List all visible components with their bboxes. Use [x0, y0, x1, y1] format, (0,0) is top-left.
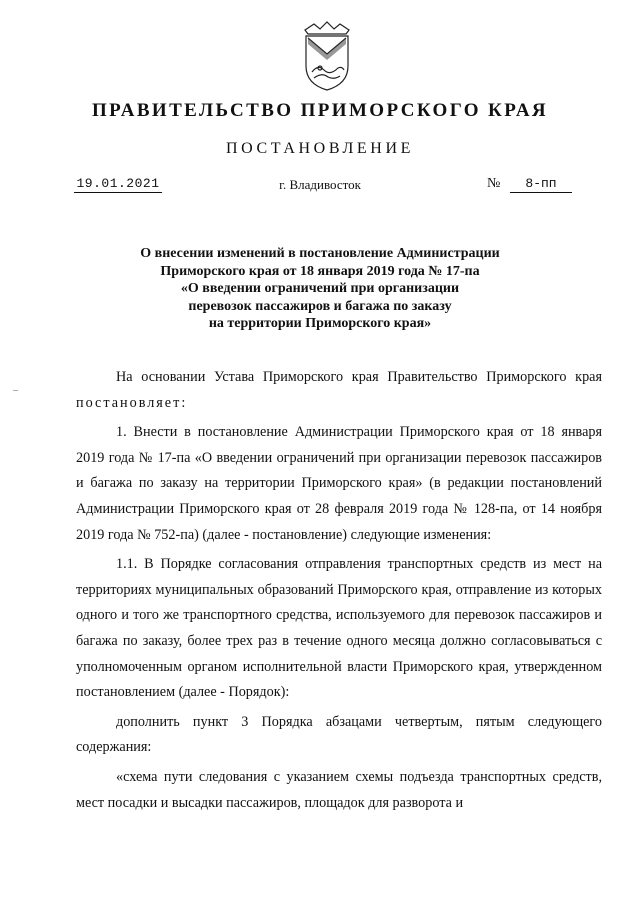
document-city: г. Владивосток: [279, 177, 361, 192]
paragraph-amend: дополнить пункт 3 Порядка абзацами четвертым, пятым следующего содержания:: [76, 713, 602, 756]
document-type-heading: ПОСТАНОВЛЕНИЕ: [226, 140, 414, 157]
decree-word: постановляет: [76, 394, 182, 411]
document-date: 19.01.2021: [74, 176, 162, 193]
paragraph-1-1: 1.1. В Порядке согласования отправления транспортных средств из мест на территориях муниципальных образований Приморского края, отправление из которых одного и того же транспортного средства, используемого для перевозок пассажиров и багажа по заказу, более трех раз в течение одного месяца должно согласовываться с уполномоченным органом исполнительной власти Приморского края, утвержденном постановлением (далее - Порядок):: [76, 556, 602, 701]
document-number: 8-пп: [510, 176, 572, 193]
paragraph-1: 1. Внести в постановление Администрации Приморского края от 18 января 2019 года № 17-па «О введении ограничений при организации перевозок пассажиров и багажа по заказу на территории Приморского края» (в редакции постановлений Администрации Приморского края от 28 февраля 2019 года № 128-па, от 14 ноября 2019 года № 752-па) (далее - постановление) следующие изменения:: [76, 424, 602, 543]
document-title-line: на территории Приморского края»: [208, 316, 432, 331]
document-body: [76, 365, 602, 816]
basis-text: На основании Устава Приморского края Правительство Приморского края: [116, 369, 602, 385]
document-title-line: О внесении изменений в постановление Администрации: [140, 246, 500, 261]
paragraph-quote: «схема пути следования с указанием схемы подъезда транспортных средств, мест посадки и высадки пассажиров, площадок для разворота и: [76, 768, 602, 811]
document-title: [100, 245, 540, 333]
paragraph-basis: [76, 365, 602, 416]
margin-mark: –: [13, 385, 18, 396]
coat-of-arms-icon: [298, 20, 356, 92]
document-title-line: «О введении ограничений при организации: [180, 281, 460, 296]
document-title-line: перевозок пассажиров и багажа по заказу: [188, 298, 452, 314]
document-number-label: №: [487, 176, 501, 191]
basis-colon: :: [181, 394, 186, 411]
document-title-line: Приморского края от 18 января 2019 года № 17-па: [160, 263, 480, 279]
organization-heading: ПРАВИТЕЛЬСТВО ПРИМОРСКОГО КРАЯ: [91, 100, 549, 121]
